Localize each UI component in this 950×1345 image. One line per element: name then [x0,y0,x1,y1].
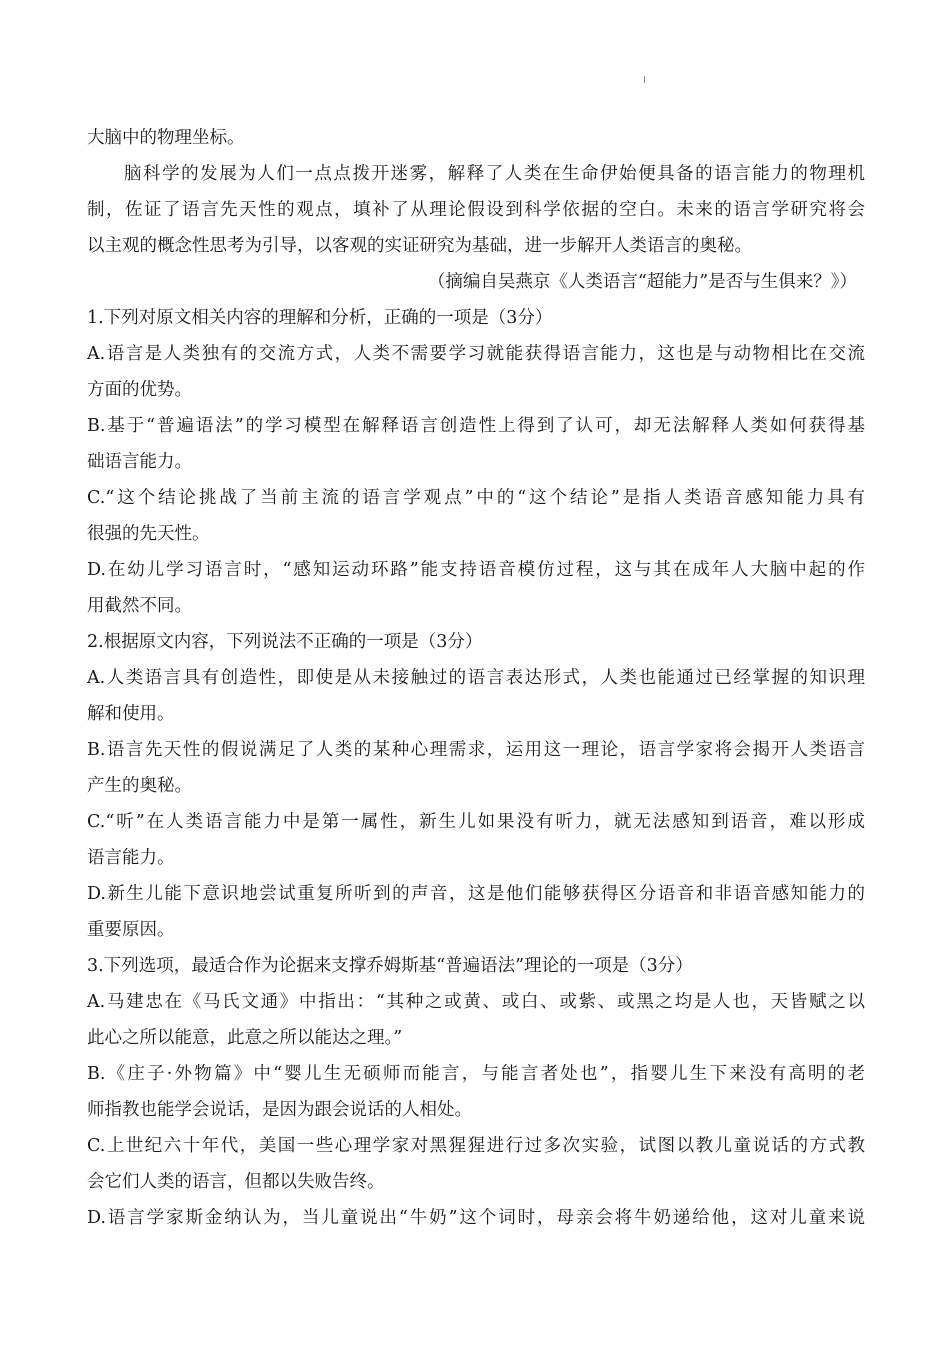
passage-line: 以主观的概念性思考为引导，以客观的实证研究为基础，进一步解开人类语言的奥秘。 [87,236,752,256]
option-a-line: 方面的优势。 [87,380,192,400]
option-c-line: C.“听”在人类语言能力中是第一属性，新生儿如果没有听力，就无法感知到语音，难以形成 [87,812,865,832]
option-d-line: D.新生儿能下意识地尝试重复所听到的声音，这是他们能够获得区分语音和非语音感知能力的 [87,884,865,904]
question-stem: 1.下列对原文相关内容的理解和分析，正确的一项是（3分） [87,308,553,328]
option-c-line: 会它们人类的语言，但都以失败告终。 [87,1172,385,1192]
option-a-line: A.语言是人类独有的交流方式，人类不需要学习就能获得语言能力，这也是与动物相比在交流 [87,344,865,364]
option-d-line: 用截然不同。 [87,596,192,616]
option-c-line: C.上世纪六十年代，美国一些心理学家对黑猩猩进行过多次实验，试图以教儿童说话的方式教 [87,1136,865,1156]
question-stem: 3.下列选项，最适合作为论据来支撑乔姆斯基“普遍语法”理论的一项是（3分） [87,956,693,976]
option-c-line: C.“这个结论挑战了当前主流的语言学观点”中的“这个结论”是指人类语音感知能力具有 [87,488,865,508]
option-a-line: A.马建忠在《马氏文通》中指出：“其种之或黄、或白、或紫、或黑之均是人也，天皆赋之以 [87,992,865,1012]
option-b-line: 产生的奥秘。 [87,776,192,796]
page-mark [644,76,645,83]
option-c-line: 语言能力。 [87,848,175,868]
option-b-line: 师指教也能学会说话，是因为跟会说话的人相处。 [87,1100,472,1120]
document-body [87,120,865,1236]
question-stem: 2.根据原文内容，下列说法不正确的一项是（3分） [87,632,483,652]
option-d-line: D.在幼儿学习语言时，“感知运动环路”能支持语音模仿过程，这与其在成年人大脑中起的作 [87,560,865,580]
option-d-line: 重要原因。 [87,920,175,940]
passage-line: 脑科学的发展为人们一点点拨开迷雾，解释了人类在生命伊始便具备的语言能力的物理机 [124,164,865,184]
option-b-line: B.基于“普遍语法”的学习模型在解释语言创造性上得到了认可，却无法解释人类如何获得基 [87,416,865,436]
option-b-line: 础语言能力。 [87,452,192,472]
passage-tail-line: 大脑中的物理坐标。 [87,128,245,148]
option-b-line: B.《庄子·外物篇》中“婴儿生无硕师而能言，与能言者处也”，指婴儿生下来没有高明的老 [87,1064,865,1084]
option-a-line: A.人类语言具有创造性，即使是从未接触过的语言表达形式，人类也能通过已经掌握的知识理 [87,668,865,688]
option-d-line: D.语言学家斯金纳认为，当儿童说出“牛奶”这个词时，母亲会将牛奶递给他，这对儿童来说 [87,1208,865,1228]
option-b-line: B.语言先天性的假说满足了人类的某种心理需求，运用这一理论，语言学家将会揭开人类语言 [87,740,865,760]
passage-line: 制，佐证了语言先天性的观点，填补了从理论假设到科学依据的空白。未来的语言学研究将会 [87,200,865,220]
option-a-line: 此心之所以能意，此意之所以能达之理。” [87,1028,403,1048]
passage-source: （摘编自吴燕京《人类语言“超能力”是否与生俱来？》） [427,272,857,292]
option-a-line: 解和使用。 [87,704,175,724]
option-c-line: 很强的先天性。 [87,524,210,544]
